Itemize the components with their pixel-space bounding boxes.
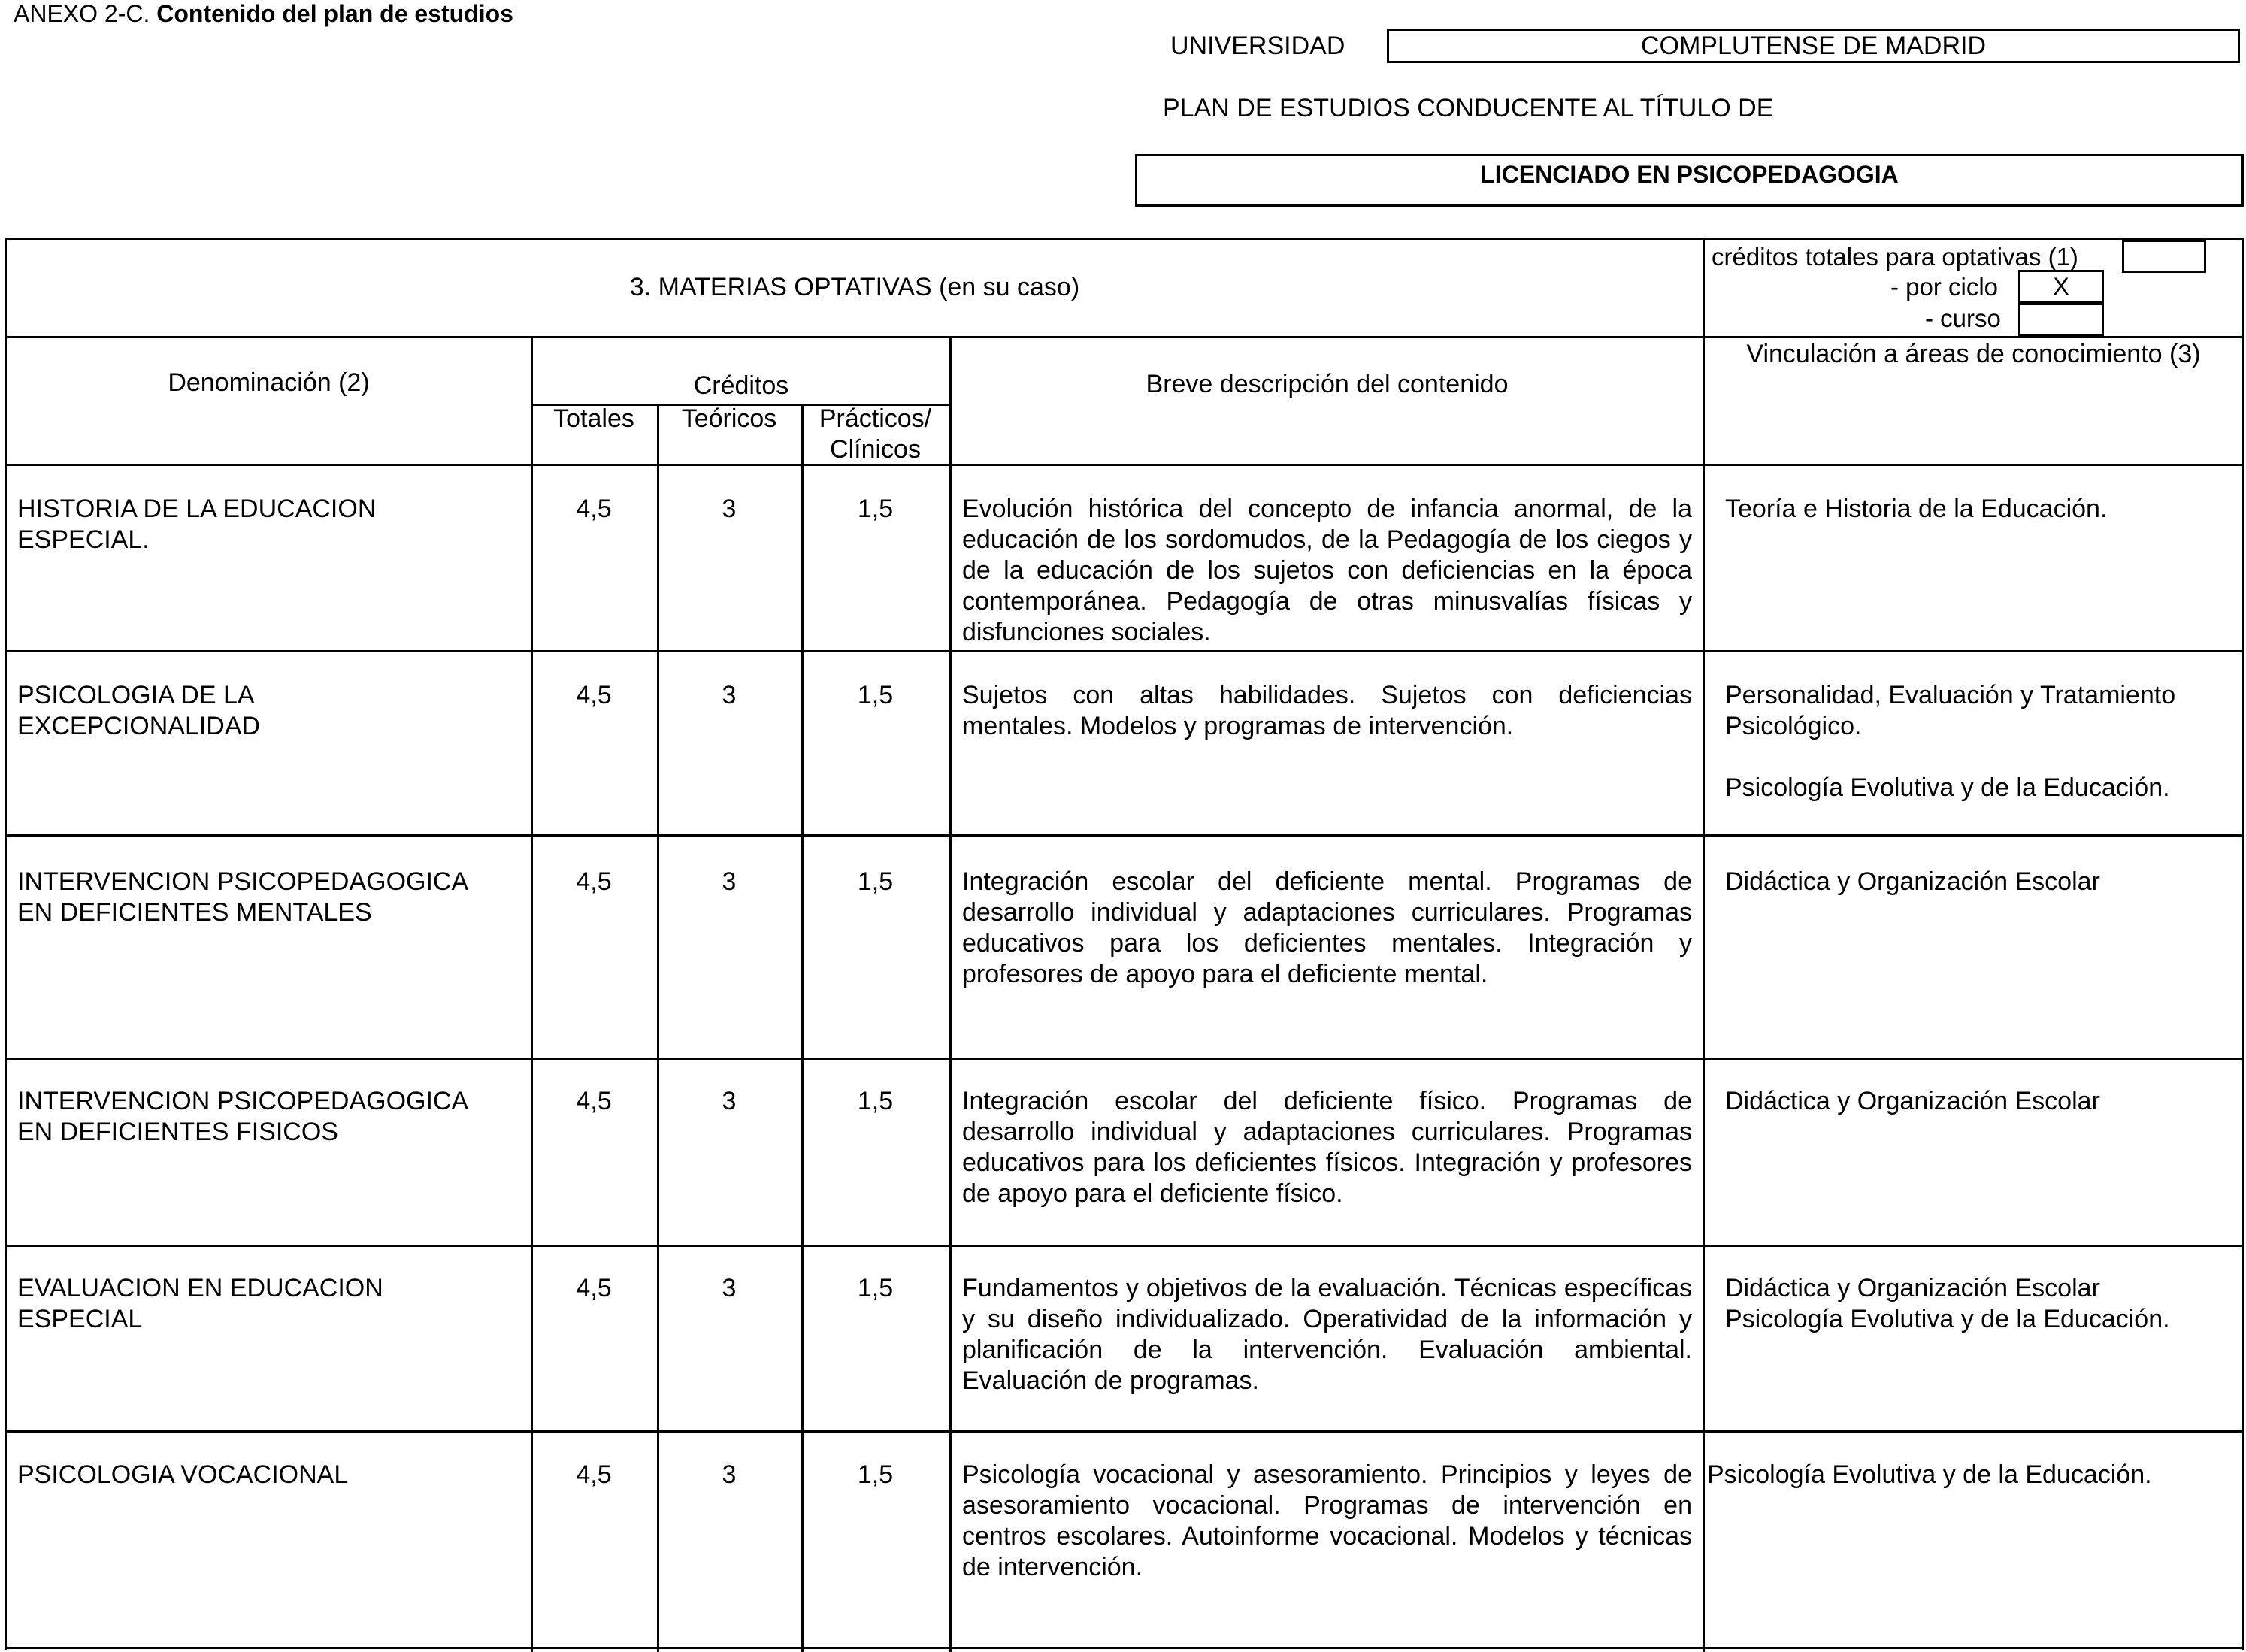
row-description: Psicología vocacional y asesoramiento. Principios y leyes de asesoramiento vocacional. Programas de intervención en centros escolares. Autoinforme vocacional. Modelos y técnicas de intervención. (962, 1460, 1692, 1581)
col-vinculacion: Vinculación a áreas de conocimiento (3) (1746, 340, 2201, 368)
row-description: Evolución histórica del concepto de infancia anormal, de la educación de los sordomudos, de la Pedagogía de los ciegos y de la educación de los sujetos con deficiencias en la época contemporánea. Pedagogía de otras minusvalías físicas y disfunciones sociales. (962, 495, 1692, 646)
row-teoricos: 3 (722, 1087, 737, 1115)
row-areas: Didáctica y Organización Escolar Psicología Evolutiva y de la Educación. (1725, 1274, 2170, 1333)
row-totales: 4,5 (576, 495, 612, 523)
row-teoricos: 3 (722, 1274, 737, 1303)
row-description: Integración escolar del deficiente físico. Programas de desarrollo individual y adaptaciones curriculares. Programas educativos para los deficientes físicos. Integración y profesores de apoyo para el deficiente físico. (962, 1087, 1692, 1208)
row-practicos: 1,5 (857, 1460, 894, 1489)
per-course-box (2018, 303, 2104, 336)
col-descripcion: Breve descripción del contenido (1146, 370, 1509, 398)
row-practicos: 1,5 (857, 1274, 894, 1303)
row-areas: Teoría e Historia de la Educación. (1725, 495, 2108, 523)
row-areas: Didáctica y Organización Escolar (1725, 1087, 2100, 1115)
annex-prefix: ANEXO 2-C. (14, 0, 150, 27)
annex-heading (14, 0, 513, 28)
credits-total-label: créditos totales para optativas (1) (1712, 243, 2078, 271)
per-cycle-label: - por ciclo (1890, 273, 1999, 301)
row-practicos: 1,5 (857, 867, 894, 896)
row-practicos: 1,5 (857, 1087, 894, 1115)
university-value: COMPLUTENSE DE MADRID (1387, 29, 2240, 63)
col-practicos-line2: Clínicos (830, 435, 921, 464)
table-row-name: INTERVENCION PSICOPEDAGOGICA EN DEFICIENTES MENTALES (17, 867, 469, 927)
university-label: UNIVERSIDAD (1170, 32, 1345, 60)
table-row-name: PSICOLOGIA DE LA EXCEPCIONALIDAD (17, 681, 261, 740)
row-description: Sujetos con altas habilidades. Sujetos con deficiencias mentales. Modelos y programas de intervención. (962, 681, 1692, 740)
row-teoricos: 3 (722, 867, 737, 896)
col-creditos: Créditos (693, 371, 789, 400)
annex-title: Contenido del plan de estudios (156, 0, 513, 27)
per-cycle-box: X (2018, 270, 2104, 303)
row-teoricos: 3 (722, 1460, 737, 1489)
degree-title: LICENCIADO EN PSICOPEDAGOGIA (1135, 154, 2244, 207)
col-teoricos: Teóricos (681, 404, 777, 433)
row-areas: Didáctica y Organización Escolar (1725, 867, 2100, 896)
row-totales: 4,5 (576, 1274, 612, 1303)
row-totales: 4,5 (576, 867, 612, 896)
col-practicos-line1: Prácticos/ (819, 404, 932, 433)
row-areas: Psicología Evolutiva y de la Educación. (1707, 1460, 2152, 1489)
col-totales: Totales (553, 404, 634, 433)
row-practicos: 1,5 (857, 495, 894, 523)
col-practicos (801, 404, 949, 465)
plan-label: PLAN DE ESTUDIOS CONDUCENTE AL TÍTULO DE (1163, 94, 1774, 123)
table-row-name: EVALUACION EN EDUCACION ESPECIAL (17, 1274, 383, 1333)
credits-total-box (2122, 240, 2206, 273)
row-totales: 4,5 (576, 1460, 612, 1489)
col-denominacion: Denominación (2) (168, 368, 370, 397)
per-course-label: - curso (1925, 304, 2001, 332)
optional-subjects-table (5, 238, 2244, 1650)
table-row-name: PSICOLOGIA VOCACIONAL (17, 1460, 349, 1489)
row-description: Fundamentos y objetivos de la evaluación. Técnicas específicas y su diseño individualizado. Operatividad de la información y planificación de la intervención. Evaluación ambiental. Evaluación de programas. (962, 1274, 1692, 1395)
row-totales: 4,5 (576, 681, 612, 710)
row-teoricos: 3 (722, 681, 737, 710)
row-description: Integración escolar del deficiente mental. Programas de desarrollo individual y adaptaciones curriculares. Programas educativos para los deficientes mentales. Integración y profesores de apoyo para el deficiente mental. (962, 867, 1692, 988)
row-areas: Personalidad, Evaluación y Tratamiento Psicológico. Psicología Evolutiva y de la Educación. (1725, 681, 2176, 802)
row-totales: 4,5 (576, 1087, 612, 1115)
table-row-name: HISTORIA DE LA EDUCACION ESPECIAL. (17, 495, 377, 554)
table-row-name: INTERVENCION PSICOPEDAGOGICA EN DEFICIENTES FISICOS (17, 1087, 469, 1146)
section-title: 3. MATERIAS OPTATIVAS (en su caso) (629, 273, 1080, 301)
row-practicos: 1,5 (857, 681, 894, 710)
row-teoricos: 3 (722, 495, 737, 523)
